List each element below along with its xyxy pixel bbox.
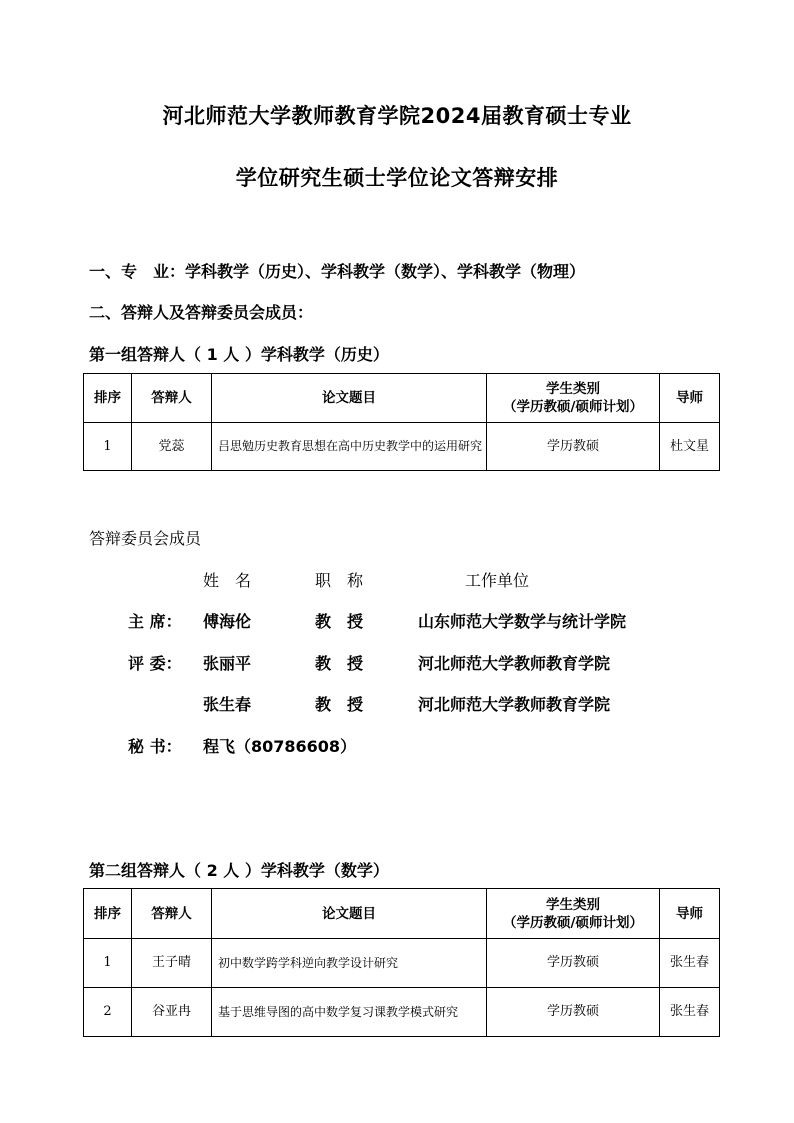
- committee-unit-member1: 河北师范大学教师教育学院: [418, 654, 611, 673]
- cell-type: 学历教硕: [487, 423, 660, 471]
- committee-col-unit: 工作单位: [465, 571, 530, 590]
- cell-name: 王子晴: [132, 939, 212, 988]
- header-type-line1: 学生类别: [546, 381, 600, 397]
- document-title-line2: 学位研究生硕士学位论文答辩安排: [235, 166, 559, 190]
- cell-order: 1: [84, 423, 132, 471]
- committee-name-chair: 傅海伦: [203, 612, 252, 631]
- committee-unit-chair: 山东师范大学数学与统计学院: [418, 612, 627, 631]
- cell-name: 党蕊: [132, 423, 212, 471]
- cell-advisor: 杜文星: [660, 423, 720, 471]
- header-defender: 答辩人: [132, 374, 212, 423]
- committee-title-member2: 教 授: [315, 695, 364, 714]
- header-type: [487, 374, 660, 423]
- group2-heading: 第二组答辩人（ 2 人 ）学科教学（数学）: [89, 861, 389, 880]
- header-order: 排序: [84, 889, 132, 939]
- committee-title-member1: 教 授: [315, 654, 364, 673]
- cell-thesis: 初中数学跨学科逆向教学设计研究: [212, 939, 487, 988]
- header-type-line2: （学历教硕/硕师计划）: [503, 914, 643, 931]
- table-header-row: [84, 889, 720, 939]
- cell-thesis: 吕思勉历史教育思想在高中历史教学中的运用研究: [212, 423, 487, 471]
- header-defender: 答辩人: [132, 889, 212, 939]
- header-order: 排序: [84, 374, 132, 423]
- header-type-line2: （学历教硕/硕师计划）: [503, 399, 643, 415]
- table-header-row: [84, 374, 720, 423]
- committee-name-member1: 张丽平: [203, 654, 252, 673]
- cell-name: 谷亚冉: [132, 988, 212, 1037]
- header-type: [487, 889, 660, 939]
- cell-order: 1: [84, 939, 132, 988]
- header-thesis: 论文题目: [212, 889, 487, 939]
- committee-heading: 答辩委员会成员: [89, 529, 202, 548]
- group2-table: [83, 888, 720, 1037]
- header-type-line1: 学生类别: [546, 896, 600, 913]
- section2-heading: 二、答辩人及答辩委员会成员：: [89, 303, 314, 322]
- cell-advisor: 张生春: [660, 939, 720, 988]
- committee-name-member2: 张生春: [203, 695, 252, 714]
- cell-advisor: 张生春: [660, 988, 720, 1037]
- cell-thesis: 基于思维导图的高中数学复习课教学模式研究: [212, 988, 487, 1037]
- major-line: 一、专 业：学科教学（历史）、学科教学（数学）、学科教学（物理）: [89, 262, 586, 281]
- cell-type: 学历教硕: [487, 939, 660, 988]
- document-title-line1: 河北师范大学教师教育学院2024届教育硕士专业: [162, 104, 632, 128]
- header-thesis: 论文题目: [212, 374, 487, 423]
- cell-type: 学历教硕: [487, 988, 660, 1037]
- committee-col-title: 职 称: [315, 571, 364, 590]
- committee-unit-member2: 河北师范大学教师教育学院: [418, 695, 611, 714]
- committee-title-chair: 教 授: [315, 612, 364, 631]
- table-row: [84, 988, 720, 1037]
- header-advisor: 导师: [660, 889, 720, 939]
- group1-heading: 第一组答辩人（ 1 人 ）学科教学（历史）: [89, 345, 389, 364]
- committee-role-chair: 主 席：: [128, 612, 182, 631]
- header-advisor: 导师: [660, 374, 720, 423]
- table-row: [84, 939, 720, 988]
- committee-secretary: 程飞（80786608）: [203, 737, 357, 756]
- committee-role-member: 评 委：: [128, 654, 182, 673]
- committee-role-secretary: 秘 书：: [128, 737, 182, 756]
- committee-col-name: 姓 名: [203, 571, 252, 590]
- cell-order: 2: [84, 988, 132, 1037]
- table-row: [84, 423, 720, 471]
- group1-table: [83, 373, 720, 471]
